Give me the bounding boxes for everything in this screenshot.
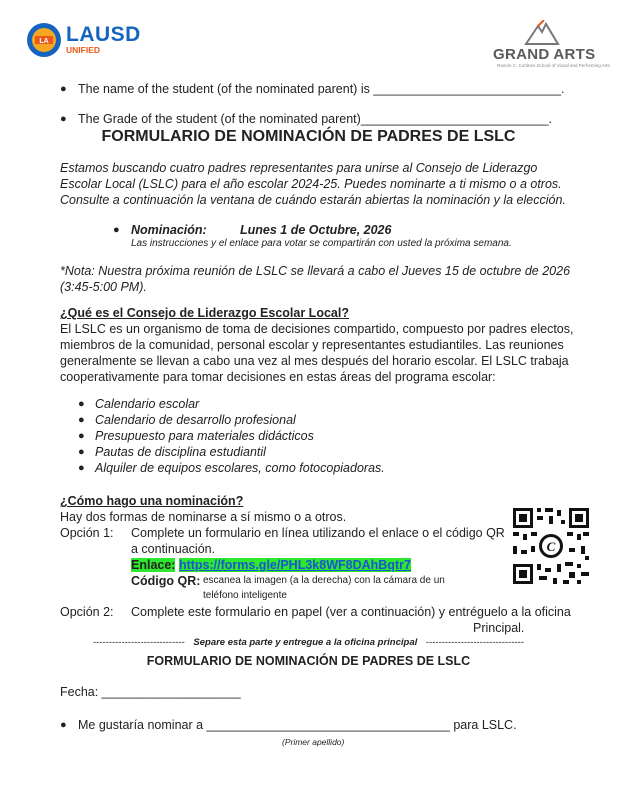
what-is-heading: ¿Qué es el Consejo de Liderazgo Escolar Local?: [60, 306, 349, 320]
nomination-label: Nominación:: [131, 223, 207, 237]
cut-line-dashes-left: -----------------------------: [93, 637, 185, 648]
cut-line-text: Separe esta parte y entregue a la oficina principal: [193, 637, 418, 648]
intro-line-1: Estamos buscando cuatro padres representantes para unirse al Consejo de Liderazgo: [60, 161, 538, 175]
student-name-line: The name of the student (of the nominated parent) is ___________________________.: [78, 82, 565, 96]
what-is-line-4: cooperativamente para tomar decisiones en estas áreas del programa escolar:: [60, 370, 496, 384]
grand-arts-emblem-icon: [522, 20, 562, 46]
lausd-wordmark: LAUSD: [66, 23, 141, 46]
area-item: Calendario de desarrollo profesional: [95, 413, 296, 427]
area-item: Presupuesto para materiales didácticos: [95, 429, 314, 443]
surname-hint: (Primer apellido): [282, 737, 345, 747]
qr-text-1: escanea la imagen (a la derecha) con la cámara de un: [203, 575, 445, 586]
what-is-line-2: miembros de la comunidad, personal escolar y representantes estudiantiles. Las reuniones: [60, 338, 564, 352]
cut-line-dashes-right: -------------------------------: [425, 637, 524, 648]
bullet-icon: ●: [78, 398, 85, 410]
student-grade-line: The Grade of the student (of the nominated parent)___________________________.: [78, 112, 552, 126]
lausd-logo: [26, 20, 166, 60]
qr-label: Código QR:: [131, 574, 201, 588]
nomination-note: Las instrucciones y el enlace para votar se compartirán con usted la próxima semana.: [131, 238, 512, 249]
option2-line-1: Complete este formulario en papel (ver a continuación) y entréguelo a la oficina: [131, 605, 571, 619]
grand-arts-logo: [488, 20, 610, 68]
lausd-seal-icon: [26, 22, 62, 58]
option1-line-2: a continuación.: [131, 542, 216, 556]
intro-line-2: Escolar Local (LSLC) para el año escolar 2024-25. Puedes nominarte a ti mismo o a otros.: [60, 177, 562, 191]
form-title: FORMULARIO DE NOMINACIÓN DE PADRES DE LSLC: [146, 654, 471, 668]
intro-line-3: Consulte a continuación la ventana de cuándo estarán abiertas la nominación y la elección.: [60, 193, 566, 207]
area-item: Pautas de disciplina estudiantil: [95, 445, 266, 459]
svg-text:C: C: [546, 539, 556, 554]
form-link-row: [131, 557, 411, 573]
how-to-intro: Hay dos formas de nominarse a sí mismo o a otros.: [60, 510, 347, 524]
bullet-icon: ●: [78, 462, 85, 474]
qr-code-icon[interactable]: [511, 506, 591, 586]
cut-line: [0, 637, 617, 649]
nominate-field[interactable]: Me gustaría nominar a ___________________________________ para LSLC.: [78, 718, 517, 732]
meeting-note-line-2: (3:45-5:00 PM).: [60, 280, 147, 294]
option1-label: Opción 1:: [60, 526, 114, 540]
option2-line-2: Principal.: [473, 621, 525, 635]
bullet-icon: ●: [78, 430, 85, 442]
bullet-icon: ●: [60, 83, 67, 95]
option1-line-1: Complete un formulario en línea utilizando el enlace o el código QR: [131, 526, 505, 540]
grand-arts-subtitle: Ramón C. Cortines School of Visual and Performing Arts: [497, 63, 610, 68]
link-label: Enlace:: [131, 558, 176, 572]
bullet-icon: ●: [78, 414, 85, 426]
svg-text:LA: LA: [39, 38, 49, 45]
lausd-unified: UNIFIED: [66, 45, 100, 55]
area-item: Alquiler de equipos escolares, como fotocopiadoras.: [95, 461, 385, 475]
what-is-line-3: generalmente se llevan a cabo una vez al mes después del horario escolar. El LSLC trabaja: [60, 354, 569, 368]
qr-text-2: teléfono inteligente: [203, 590, 287, 601]
form-link[interactable]: https://forms.gle/PHL3k8WF8DAhBqtr7: [178, 558, 411, 572]
bullet-icon: ●: [60, 113, 67, 125]
date-field[interactable]: Fecha: ____________________: [60, 685, 241, 699]
how-to-heading: ¿Cómo hago una nominación?: [60, 494, 244, 508]
bullet-icon: ●: [113, 224, 120, 236]
bullet-icon: ●: [78, 446, 85, 458]
grand-arts-wordmark: GRAND ARTS: [493, 46, 596, 63]
what-is-line-1: El LSLC es un organismo de toma de decisiones compartido, compuesto por padres electos,: [60, 322, 574, 336]
area-item: Calendario escolar: [95, 397, 200, 411]
page-title: FORMULARIO DE NOMINACIÓN DE PADRES DE LSLC: [101, 128, 516, 145]
nomination-date: Lunes 1 de Octubre, 2026: [240, 223, 392, 237]
option2-label: Opción 2:: [60, 605, 114, 619]
bullet-icon: ●: [60, 719, 67, 731]
meeting-note-line-1: *Nota: Nuestra próxima reunión de LSLC se llevará a cabo el Jueves 15 de octubre de 2026: [60, 264, 571, 278]
